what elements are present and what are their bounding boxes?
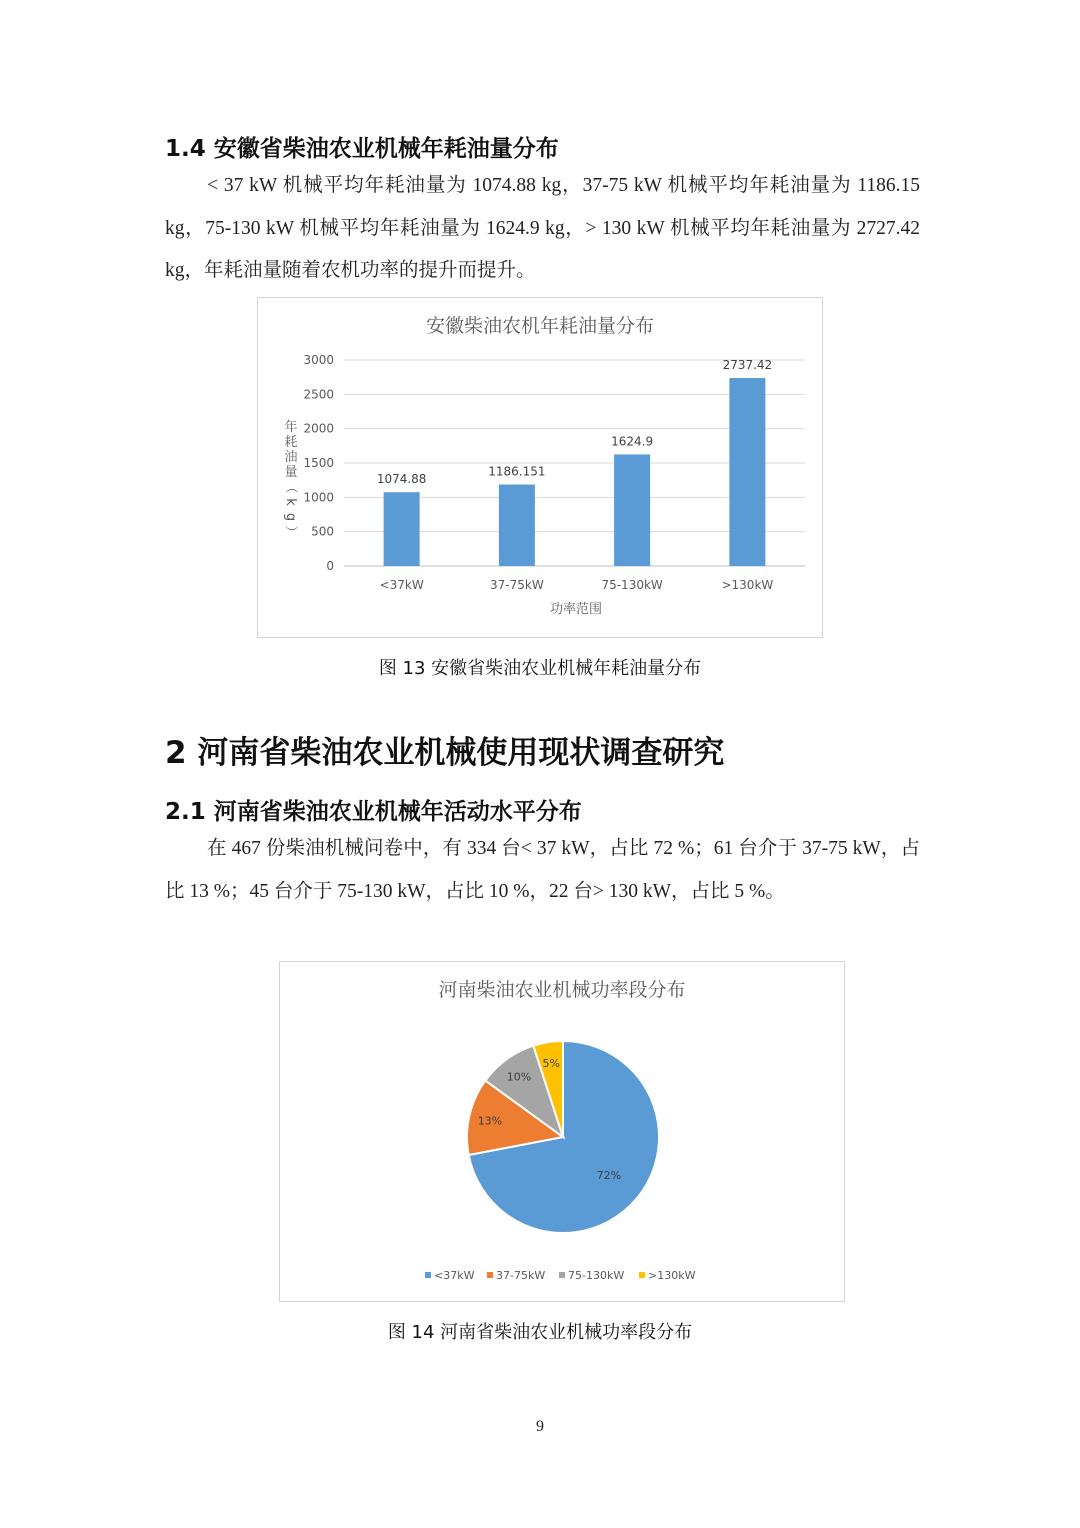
pie-data-label: 10% xyxy=(506,1070,532,1084)
bar-x-tick-label: 75-130kW xyxy=(601,578,663,592)
chapter-2-heading: 2 河南省柴油农业机械使用现状调查研究 xyxy=(165,735,725,771)
bar-data-label: 2737.42 xyxy=(722,358,773,373)
pie-chart-figure xyxy=(279,961,845,1302)
bar-chart-ylabel xyxy=(283,419,298,539)
bar-ylabel-char: ） xyxy=(283,525,298,539)
bar-x-tick-label: >130kW xyxy=(721,578,774,592)
bar-y-tick-label: 3000 xyxy=(303,353,334,367)
section-heading-2-1: 2.1 河南省柴油农业机械年活动水平分布 xyxy=(165,799,582,825)
bar-x-tick-label: <37kW xyxy=(379,578,424,592)
pie-data-label: 5% xyxy=(542,1057,561,1071)
figure-13-caption: 图 13 安徽省柴油农业机械年耗油量分布 xyxy=(378,658,702,679)
bar-ylabel-char: 年 xyxy=(284,420,298,435)
section-1-4-paragraph: < 37 kW 机械平均年耗油量为 1074.88 kg，37-75 kW 机械平均年耗油量为 1186.15 kg，75-130 kW 机械平均年耗油量为 1624.9 kg，> 130 kW 机械平均年耗油量为 2727.42 kg，年耗油量随着农机功率的提升而提升。 xyxy=(165,175,920,281)
legend-label: <37kW xyxy=(434,1269,475,1282)
pie-chart-title: 河南柴油农业机械功率段分布 xyxy=(438,979,686,1001)
legend-swatch xyxy=(487,1272,493,1278)
bar-data-label: 1624.9 xyxy=(611,434,654,449)
bar->130kW xyxy=(729,378,765,566)
bar-chart-title: 安徽柴油农机年耗油量分布 xyxy=(425,315,655,337)
pie-chart xyxy=(280,962,843,1300)
bar-ylabel-char: g xyxy=(283,512,298,522)
legend-swatch xyxy=(425,1272,431,1278)
legend-label: 37-75kW xyxy=(496,1269,546,1282)
legend-label: 75-130kW xyxy=(568,1269,625,1282)
legend-label: >130kW xyxy=(648,1269,696,1282)
legend-swatch xyxy=(559,1272,565,1278)
pie-data-label: 13% xyxy=(477,1114,503,1128)
bar-chart xyxy=(258,298,821,636)
page-number: 9 xyxy=(536,1418,544,1435)
bar-data-label: 1074.88 xyxy=(376,472,427,487)
bar-y-tick-label: 2000 xyxy=(303,421,334,436)
figure-14-caption: 图 14 河南省柴油农业机械功率段分布 xyxy=(387,1322,693,1343)
bar-ylabel-char: 量 xyxy=(284,465,298,480)
pie-data-label: 72% xyxy=(596,1168,622,1182)
bar-y-tick-label: 0 xyxy=(326,559,334,573)
bar-<37kW xyxy=(384,492,420,566)
bar-ylabel-char: 油 xyxy=(284,450,298,465)
bar-y-tick-label: 1500 xyxy=(303,456,334,470)
section-2-1-paragraph: 在 467 份柴油机械问卷中，有 334 台< 37 kW，占比 72 %；61 台介于 37-75 kW，占比 13 %；45 台介于 75-130 kW，占比 10 %，22 台> 130 kW，占比 5 %。 xyxy=(165,838,920,902)
bar-y-tick-label: 2500 xyxy=(303,387,334,402)
bar-data-label: 1186.151 xyxy=(488,464,546,479)
legend-swatch xyxy=(639,1272,645,1278)
bar-x-tick-label: 37-75kW xyxy=(490,578,544,592)
pie-legend xyxy=(425,1269,696,1282)
bar-chart-xlabel: 功率范围 xyxy=(549,602,603,617)
section-heading-1-4: 1.4 安徽省柴油农业机械年耗油量分布 xyxy=(165,136,559,162)
bar-y-tick-label: 1000 xyxy=(303,490,334,505)
bar-37-75kW xyxy=(499,485,535,566)
bar-chart-figure xyxy=(257,297,823,638)
bar-y-tick-label: 500 xyxy=(311,524,334,539)
bar-ylabel-char: k xyxy=(283,498,298,506)
bar-ylabel-char: （ xyxy=(283,480,298,494)
bar-ylabel-char: 耗 xyxy=(284,435,298,450)
bar-75-130kW xyxy=(614,454,650,566)
